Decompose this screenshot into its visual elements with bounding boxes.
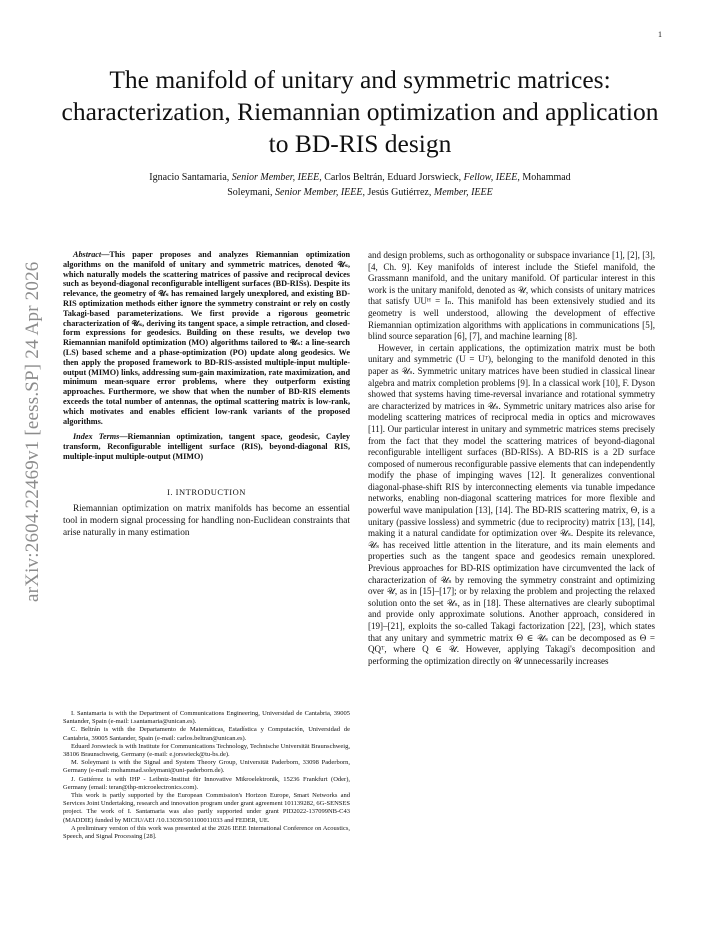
footnote: J. Gutiérrez is with IHP - Leibniz-Institut für Innovative Mikroelektronik, 15236 Frankfurt (Oder), Germany (email: teran@ihp-microelectronics.com). [63,775,350,791]
authors-line2-role1: Senior Member, IEEE [275,187,363,198]
authors-line1-role1: Senior Member, IEEE [231,172,320,183]
authors-line1-mid2: , Mohammad [517,172,571,183]
authors-line2-pre: Soleymani, [227,187,276,198]
footnote: M. Soleymani is with the Signal and System Theory Group, Universität Paderborn, 33098 Paderborn, Germany (e-mail: mohammad.soleymani@uni-paderborn.de). [63,759,350,775]
index-terms-text: —Riemannian optimization, tangent space, geodesic, Cayley transform, Reconfigurable intelligent surface (RIS), beyond-diagonal RIS, multiple-input multiple-output (MIMO) [63,432,351,461]
footnote: C. Beltrán is with the Departamento de Matemáticas, Estadística y Computación, Universidad de Cantabria, 39005 Santander, Spain (e-mail: carlos.beltran@unican.es). [63,726,350,742]
body-paragraph: and design problems, such as orthogonality or subspace invariance [1], [2], [3], [4, Ch. 9]. Key manifolds of interest include the Stiefel manifold, the Grassmann manifold, and the unitary manifold. Of particular interest in this work is the unitary manifold, denoted as 𝒰, which consists of unitary matrices that satisfy UUᴴ = Iₙ. This manifold has been extensively studied and its geometry is well understood, allowing the development of effective Riemannian optimization algorithms with applications in communications [5], blind source separation [6], [7], and machine learning [8]. [368,250,655,342]
section-heading-introduction: I. INTRODUCTION [167,486,246,497]
arxiv-id: arXiv:2604.22469v1 [eess.SP] 24 Apr 2026 [22,261,43,602]
right-column [368,250,655,667]
paper-title: The manifold of unitary and symmetric matrices: characterization, Riemannian optimization and application to BD-RIS design [61,65,659,158]
index-terms [63,432,350,461]
abstract [63,250,350,426]
authors-line2-mid: , Jesús Gutiérrez, [362,187,434,198]
index-terms-label: Index Terms [73,432,120,442]
footnote: Eduard Jorswieck is with Institute for Communications Technology, Technische Universität Braunschweig, 38106 Braunschweig, Germany (e-mail: e.jorswieck@tu-bs.de). [63,742,350,759]
intro-paragraph: Riemannian optimization on matrix manifolds has become an essential tool in modern signal processing for handling non-Euclidean constraints that arise naturally in many estimation [63,504,350,539]
footnote: A preliminary version of this work was presented at the 2026 IEEE International Conference on Acoustics, Speech, and Signal Processing [28]. [63,824,350,841]
footnote: I. Santamaria is with the Department of Communications Engineering, Universidad de Cantabria, 39005 Santander, Spain (e-mail: i.santamaria@unican.es). [63,710,350,726]
arxiv-stamp [22,248,48,602]
footnote: This work is partly supported by the European Commission's Horizon Europe, Smart Networks and Services Joint Undertaking, research and innovation program under grant agreement 101139282, 6G-SENSES project. The work of I. Santamaria was also partly supported under grant PID2022-137099NB-C43 (MADDIE) funded by MICIU/AEI /10.13039/501100011033 and FEDER, UE. [63,792,350,824]
footnotes [63,710,350,841]
authors-line1-role2: Fellow, IEEE [463,172,518,183]
left-column [63,250,350,539]
abstract-text: —This paper proposes and analyzes Riemannian optimization algorithms on the manifold of unitary and symmetric matrices, denoted 𝒰ₛ, which naturally models the scattering matrices of passive and reciprocal devices such as beyond-diagonal reconfigurable intelligent surfaces (BD-RISs). Despite its relevance, the geometry of 𝒰ₛ has remained largely unexplored, and existing BD-RIS optimization methods either ignore the symmetry constraint or rely on costly Takagi-based parameterizations. We first provide a rigorous geometric characterization of 𝒰ₛ, deriving its tangent space, a simple retraction, and closed-form expressions for geodesics. Building on these results, we develop two Riemannian manifold optimization (MO) algorithms tailored to 𝒰ₛ: a line-search (LS) based scheme and a phase-optimization (PO) update along geodesics. We then apply the proposed framework to BD-RIS-assisted multiple-input multiple-output (MIMO) links, addressing sum-gain maximization, rate maximization, and minimum mean-square error problems, where they outperform existing approaches. Furthermore, we show that when the number of BD-RIS elements exceeds the total number of antennas, the optimal scattering matrix is low-rank, which motivates and enables efficient low-rank variants of the proposed algorithms. [63,250,350,426]
authors-line2-role2: Member, IEEE [433,187,493,198]
authors-line1-mid1: , Carlos Beltrán, Eduard Jorswieck, [319,172,464,183]
abstract-label: Abstract [73,250,102,259]
body-paragraph: However, in certain applications, the optimization matrix must be both unitary and symmetric (U = Uᵀ), belonging to the manifold denoted in this paper as 𝒰ₛ. Symmetric unitary matrices have been studied in classical linear algebra and matrix completion problems [9]. In a classical work [10], F. Dyson showed that systems having time-reversal invariance and rotational symmetry are characterized by matrices in 𝒰ₛ. Symmetric unitary matrices also arise for modeling scattering matrices of reciprocal media in optics and microwaves [11]. Our particular interest in unitary and symmetric matrices stems precisely from the fact that they model the scattering matrices of beyond-diagonal reconfigurable intelligent surfaces (BD-RISs). A BD-RIS is a 2D surface composed of numerous reconfigurable passive elements that can independently modify the phase of impinging waves [12]. It generalizes conventional diagonal-phase-shift RIS by interconnecting elements via tunable impedance networks, enabling non-diagonal scattering matrices for more flexible and powerful wave manipulation [13], [14]. The BD-RIS scattering matrix, Θ, is a unitary (passive lossless) and symmetric (due to reciprocity) matrix [13], [14], making it a natural candidate for optimization over 𝒰ₛ. Despite its relevance, 𝒰ₛ has received little attention in the literature, and its main elements and properties such as the tangent space and geodesics remain unexplored. Previous approaches for BD-RIS optimization have circumvented the lack of characterization of 𝒰ₛ by removing the symmetry constraint and optimizing over 𝒰, as in [15]–[17]; or by relaxing the problem and projecting the relaxed solution onto the set 𝒰ₛ, as in [18]. These alternatives are clearly suboptimal and provide only approximate solutions. Another approach, considered in [19]–[21], exploits the so-called Takagi factorization [22], [23], which states that any unitary and symmetric matrix Θ ∈ 𝒰ₛ can be decomposed as Θ = QQᵀ, where Q ∈ 𝒰. However, applying Takagi's decomposition and performing the optimization directly on 𝒰 unnecessarily increases [368,342,655,666]
page-number: 1 [658,30,662,39]
author-list [70,170,650,200]
authors-line1-pre: Ignacio Santamaria, [149,172,232,183]
